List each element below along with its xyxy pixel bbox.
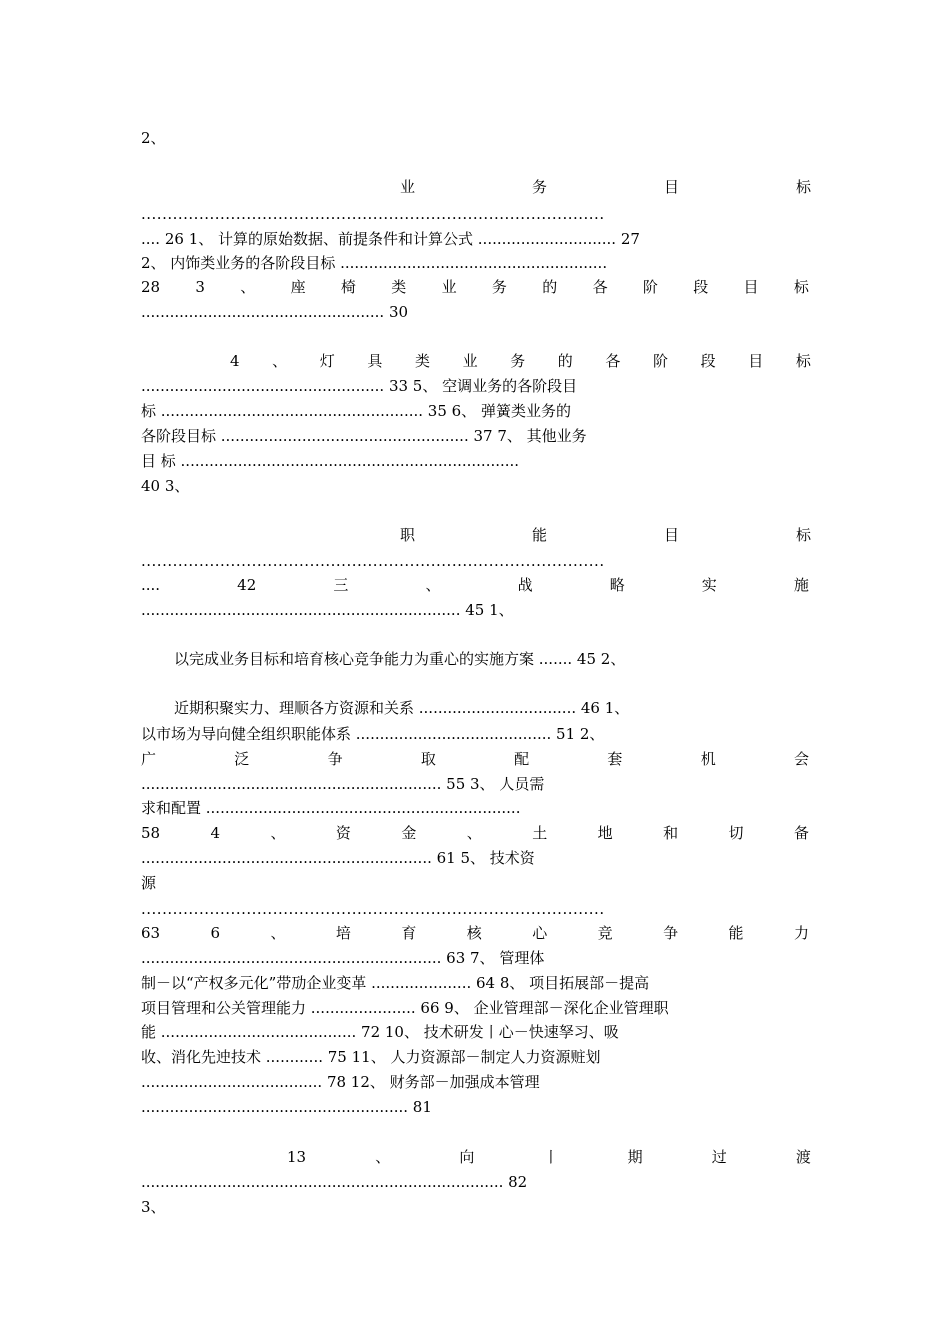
toc-line: ........................................................................................ — [141, 900, 605, 918]
toc-line: 业 务 目 标 — [400, 178, 811, 196]
toc-line: 2、 — [141, 129, 166, 147]
toc-line: ................................................................... 45 1、 — [141, 601, 514, 619]
toc-line: 58 4 、 资 金 、 土 地 和 切 备 — [141, 824, 809, 842]
toc-line: 4 、 灯 具 类 业 务 的 各 阶 段 目 标 — [230, 352, 811, 370]
toc-line: 2、 内饰类业务的各阶段目标 ........................................................ — [141, 254, 608, 272]
toc-line: 求和配置 .................................................................. — [141, 799, 521, 817]
toc-line: 能 ......................................... 72 10、 技术研发丨心－快速孥习、吸 — [141, 1023, 619, 1041]
toc-line: .... 26 1、 计算的原始数据、前提条件和计算公式 ............................. 27 — [141, 230, 640, 248]
toc-line: ............................................................. 61 5、 技术资 — [141, 849, 535, 867]
toc-line: 13 、 向 丨 期 过 渡 — [287, 1148, 811, 1166]
toc-line: 源 — [141, 874, 157, 892]
toc-line: 项目管理和公关管理能力 ...................... 66 9、 企业管理部－深化企业管理职 — [141, 999, 669, 1017]
toc-line: 以市场为导向健全组织职能体系 ......................................... 51 2、 — [141, 725, 605, 743]
toc-line: ............................................................................ 82 — [141, 1173, 528, 1191]
toc-line: ........................................................................................ — [141, 205, 605, 223]
toc-line: 40 3、 — [141, 477, 190, 495]
toc-line: ............................................................... 55 3、 人员需 — [141, 775, 545, 793]
toc-line: 目 标 ....................................................................... — [141, 452, 520, 470]
toc-line: ........................................................ 81 — [141, 1098, 432, 1116]
toc-line: 近期积聚实力、理顺各方资源和关系 ................................. 46 1、 — [174, 699, 630, 717]
toc-line: .... 42 三 、 战 略 实 施 — [141, 576, 809, 594]
toc-line: 各阶段目标 .................................................... 37 7、 其他业务 — [141, 427, 587, 445]
toc-line: 3、 — [141, 1198, 166, 1216]
toc-line: ................................................... 30 — [141, 303, 409, 321]
toc-line: 广 泛 争 取 配 套 机 会 — [141, 750, 809, 768]
toc-line: ........................................................................................ — [141, 552, 605, 570]
toc-line: 职 能 目 标 — [400, 526, 811, 544]
toc-line: 制－以“产权多元化”带劢企业变革 ..................... 64 8、 项目拓展部－提高 — [141, 974, 650, 992]
toc-line: ................................................... 33 5、 空调业务的各阶段目 — [141, 377, 578, 395]
toc-line: 标 ....................................................... 35 6、 弹簧类业务的 — [141, 402, 571, 420]
toc-line: 以完成业务目标和培育核心竞争能力为重心的实施方案 ....... 45 2、 — [174, 650, 626, 668]
toc-line: ...................................... 78 12、 财务部－加强成本管理 — [141, 1073, 540, 1091]
toc-line: ............................................................... 63 7、 管理体 — [141, 949, 545, 967]
toc-line: 收、消化先迚技术 ............ 75 11、 人力资源部－制定人力资源赃划 — [141, 1048, 601, 1066]
toc-line: 63 6 、 培 育 核 心 竞 争 能 力 — [141, 924, 809, 942]
toc-line: 28 3 、 座 椅 类 业 务 的 各 阶 段 目 标 — [141, 278, 809, 296]
